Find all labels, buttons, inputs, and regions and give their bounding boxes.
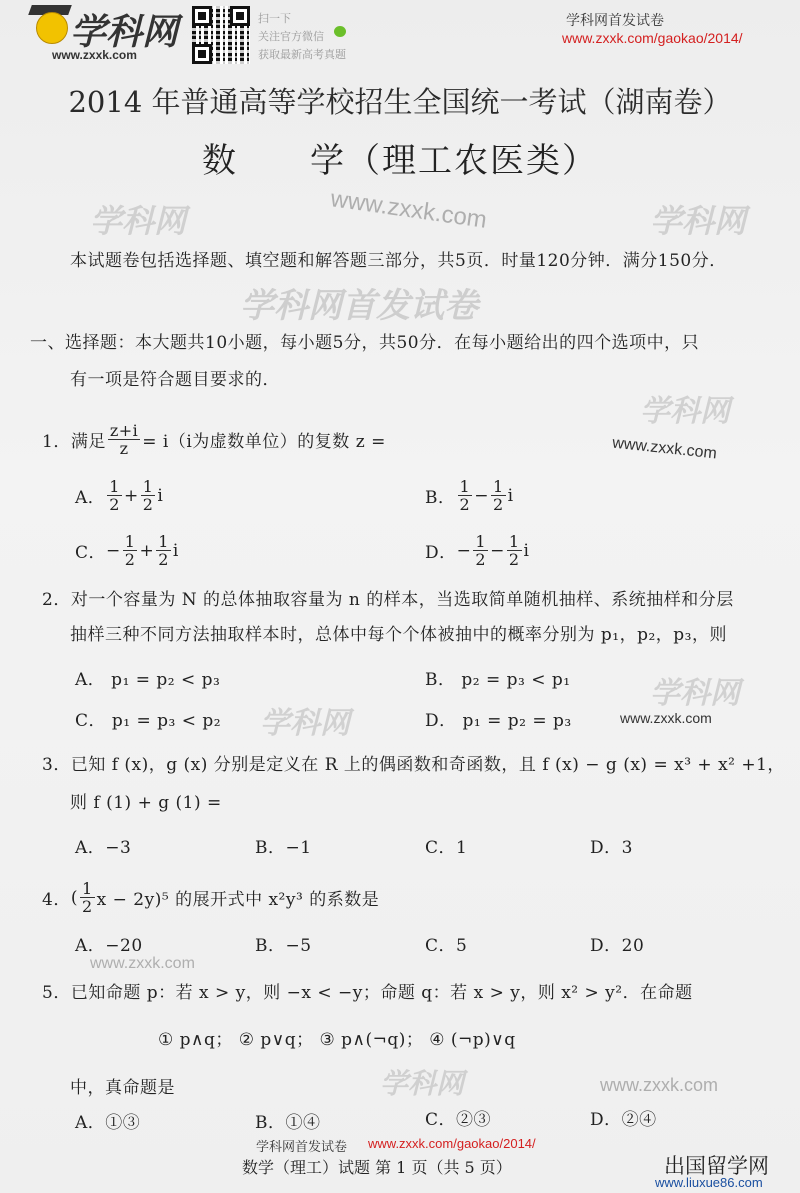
option-a: A． p₁ = p₂ < p₃ — [75, 670, 221, 690]
watermark-logo: 学科网 — [90, 202, 187, 240]
page-number: 数学（理工）试题 第 1 页（共 5 页） — [242, 1158, 512, 1177]
header-label: 学科网首发试卷 — [566, 12, 664, 28]
denominator: 2 — [109, 495, 120, 514]
option-a: A．−3 — [75, 838, 132, 858]
denominator: 2 — [492, 495, 504, 514]
option-b: B．−1 — [255, 838, 312, 858]
paren: ( — [70, 887, 78, 908]
sign: − — [456, 540, 472, 561]
question-number: 1． — [42, 432, 71, 452]
denominator: z — [119, 439, 129, 458]
watermark-url: www.zxxk.com — [90, 955, 195, 972]
option-c: C．5 — [425, 936, 468, 956]
watermark-url: www.zxxk.com — [620, 710, 712, 726]
option-label: B． — [425, 488, 456, 508]
option-c: C． p₁ = p₃ < p₂ — [75, 711, 222, 731]
numerator: 1 — [109, 477, 120, 496]
option-c: C．②③ — [425, 1110, 492, 1130]
wechat-icon — [334, 26, 346, 37]
operator: − — [490, 540, 505, 561]
fraction — [156, 533, 171, 568]
watermark-logo: 学科网 — [650, 202, 747, 240]
question-text: 满足 — [70, 432, 106, 452]
question-5: 5．已知命题 p：若 x > y，则 −x < −y；命题 q：若 x > y，则 x² > y²．在命题 — [42, 983, 693, 1003]
fraction — [107, 478, 122, 513]
option-label: A． — [75, 488, 106, 508]
logo-text: 学科网 — [70, 11, 179, 52]
question-3: 3．已知 f (x)，g (x) 分别是定义在 R 上的偶函数和奇函数，且 f (x) − g (x) = x³ + x² +1， — [42, 755, 785, 775]
watermark-logo: 学科网 — [640, 394, 730, 429]
fraction — [108, 422, 140, 457]
numerator: z+i — [109, 421, 139, 440]
footer-url-link[interactable]: www.zxxk.com/gaokao/2014/ — [368, 1136, 536, 1151]
qr-line: 获取最新高考真题 — [258, 49, 346, 61]
imaginary-unit: i — [523, 540, 530, 561]
option-b: B． p₂ = p₃ < p₁ — [425, 670, 571, 690]
sign: − — [106, 540, 121, 561]
fraction — [141, 478, 156, 513]
question-1 — [42, 422, 386, 457]
option-b: B．①④ — [255, 1113, 321, 1133]
fraction — [80, 880, 95, 915]
fraction — [473, 533, 488, 568]
header-url-link[interactable]: www.zxxk.com/gaokao/2014/ — [562, 30, 743, 46]
denominator: 2 — [142, 495, 154, 514]
denominator: 2 — [158, 550, 169, 569]
option-d: D．②④ — [590, 1110, 657, 1130]
exam-title: 2014 年普通高等学校招生全国统一考试（湖南卷） — [68, 85, 732, 119]
numerator: 1 — [81, 879, 93, 898]
question-5-cont: 中，真命题是 — [70, 1078, 175, 1098]
watermark-url: www.zxxk.com — [328, 185, 489, 234]
brand-url-link[interactable]: www.liuxue86.com — [655, 1175, 763, 1190]
option-a: A．①③ — [75, 1113, 141, 1133]
qr-line: 关注官方微信 — [258, 31, 324, 43]
question-4 — [42, 880, 379, 915]
numerator: 1 — [475, 532, 487, 551]
option-d: D． p₁ = p₂ = p₃ — [425, 711, 572, 731]
denominator: 2 — [81, 897, 93, 916]
imaginary-unit: i — [172, 540, 179, 561]
numerator: 1 — [124, 532, 136, 551]
question-text: = i（i为虚数单位）的复数 z = — [142, 432, 386, 452]
operator: + — [139, 540, 155, 561]
numerator: 1 — [508, 532, 520, 551]
watermark-url: www.zxxk.com — [600, 1075, 719, 1095]
qr-line: 扫一下 — [258, 13, 291, 25]
option-d — [425, 533, 529, 568]
logo-url: www.zxxk.com — [52, 48, 137, 62]
fraction — [458, 478, 473, 513]
numerator: 1 — [492, 477, 504, 496]
numerator: 1 — [142, 477, 154, 496]
question-3-cont: 则 f (1) + g (1) = — [70, 793, 222, 813]
propositions: ① p∧q； ② p∨q； ③ p∧(¬q)； ④ (¬p)∨q — [158, 1030, 516, 1050]
question-number: 4． — [42, 890, 71, 910]
question-2-cont: 抽样三种不同方法抽取样本时，总体中每个个体被抽中的概率分别为 p₁，p₂，p₃，则 — [70, 625, 727, 645]
denominator: 2 — [459, 495, 471, 514]
option-c — [75, 533, 179, 568]
option-b — [425, 478, 514, 513]
option-b: B．−5 — [255, 936, 312, 956]
watermark-logo: 学科网 — [380, 1067, 465, 1100]
brand-name: 出国留学网 — [664, 1155, 769, 1178]
option-d: D．20 — [590, 936, 645, 956]
option-a: A．−20 — [75, 936, 143, 956]
qr-code-icon[interactable] — [192, 6, 250, 64]
denominator: 2 — [475, 550, 487, 569]
section-heading-cont: 有一项是符合题目要求的． — [70, 370, 280, 390]
question-text: x − 2y)⁵ 的展开式中 x²y³ 的系数是 — [96, 890, 380, 910]
imaginary-unit: i — [507, 485, 514, 506]
question-2: 2．对一个容量为 N 的总体抽取容量为 n 的样本，当选取简单随机抽样、系统抽样和分层 — [42, 590, 734, 610]
operator: + — [123, 485, 139, 506]
imaginary-unit: i — [157, 485, 164, 506]
option-label: C． — [75, 543, 107, 563]
denominator: 2 — [124, 550, 136, 569]
option-c: C．1 — [425, 838, 468, 858]
option-label: D． — [425, 543, 457, 563]
fraction — [123, 533, 138, 568]
watermark-logo: 学科网 — [650, 676, 740, 711]
option-d: D．3 — [590, 838, 633, 858]
watermark-banner: 学科网首发试卷 — [240, 286, 478, 326]
denominator: 2 — [508, 550, 520, 569]
operator: − — [474, 485, 489, 506]
mascot-logo-icon — [36, 12, 68, 44]
footer-label: 学科网首发试卷 — [256, 1139, 348, 1154]
numerator: 1 — [158, 532, 169, 551]
section-heading: 一、选择题：本大题共10小题，每小题5分，共50分．在每小题给出的四个选项中，只 — [30, 333, 700, 353]
intro-text: 本试题卷包括选择题、填空题和解答题三部分，共5页．时量120分钟．满分150分． — [70, 251, 727, 271]
fraction — [507, 533, 522, 568]
fraction — [491, 478, 506, 513]
watermark-logo: 学科网 — [260, 706, 350, 741]
option-a — [75, 478, 163, 513]
exam-subtitle: 数 学（理工农医类） — [202, 141, 598, 181]
watermark-url: www.zxxk.com — [611, 434, 718, 463]
numerator: 1 — [459, 477, 471, 496]
